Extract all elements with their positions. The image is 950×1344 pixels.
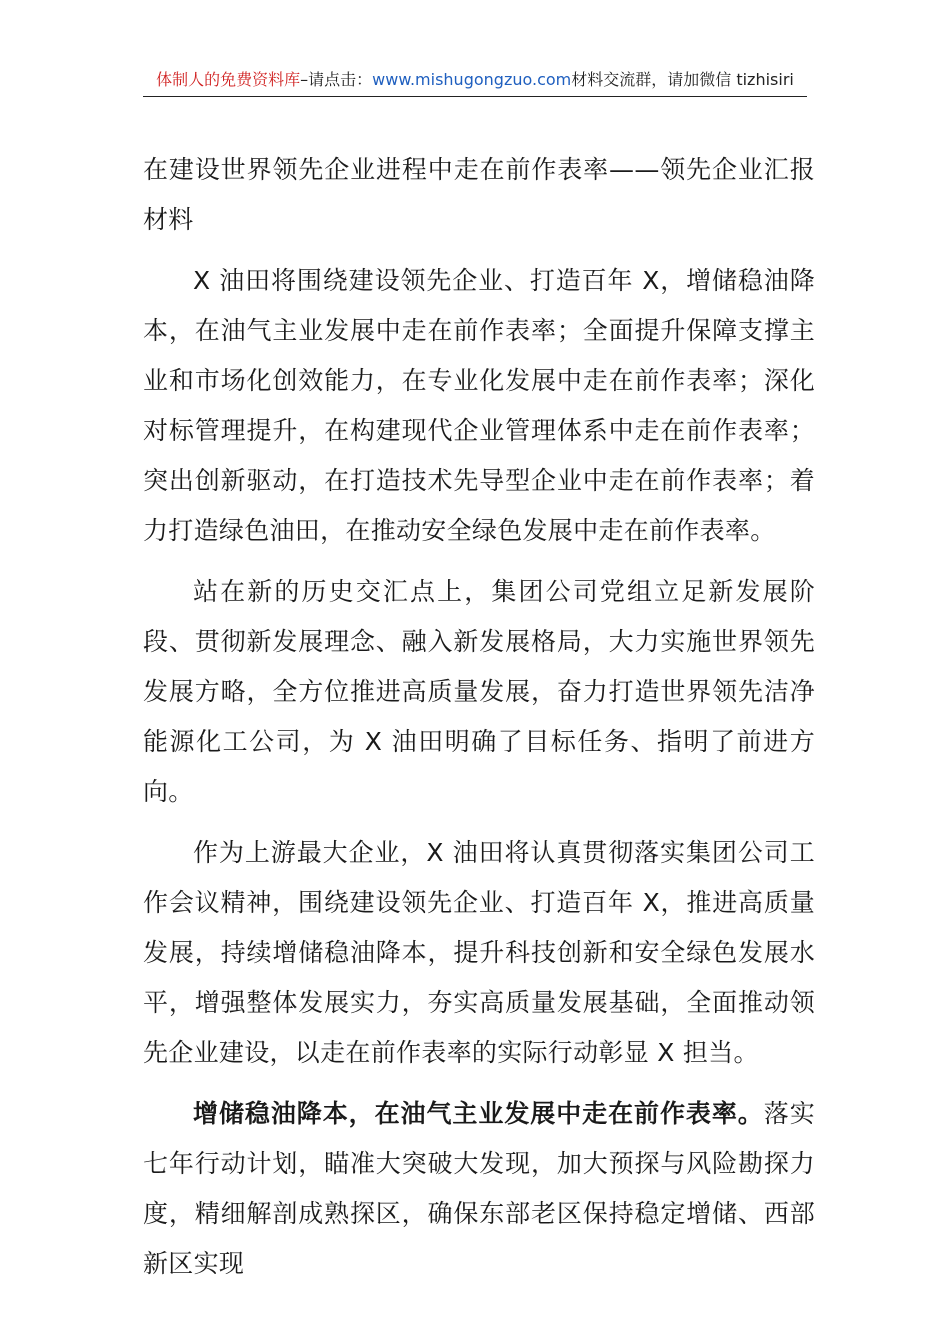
body-paragraph: X 油田将围绕建设领先企业、打造百年 X，增储稳油降本，在油气主业发展中走在前作表率；全面提升保障支撑主业和市场化创效能力，在专业化发展中走在前作表率；深化对标管理提升，在构建现代企业管理体系中走在前作表率；突出创新驱动，在打造技术先导型企业中走在前作表率；着力打造绿色油田，在推动安全绿色发展中走在前作表率。 <box>143 266 815 545</box>
paragraph-text: 落实七年行动计划，瞄准大突破大发现，加大预探与风险勘探力度，精细解剖成熟探区，确保东部老区保持稳定增储、西部新区实现 <box>143 1099 815 1278</box>
header-url-link[interactable]: www.mishugongzuo.com <box>372 70 572 89</box>
body-paragraph-with-heading <box>143 1089 815 1289</box>
paragraph-lead-heading: 增储稳油降本，在油气主业发展中走在前作表率。 <box>193 1099 764 1128</box>
header-contact-text: 材料交流群，请加微信 tizhisiri <box>571 70 794 89</box>
body-paragraph: 站在新的历史交汇点上，集团公司党组立足新发展阶段、贯彻新发展理念、融入新发展格局，大力实施世界领先发展方略，全方位推进高质量发展，奋力打造世界领先洁净能源化工公司，为 X 油田明确了目标任务、指明了前进方向。 <box>143 577 815 806</box>
body-paragraph: 作为上游最大企业，X 油田将认真贯彻落实集团公司工作会议精神，围绕建设领先企业、打造百年 X，推进高质量发展，持续增储稳油降本，提升科技创新和安全绿色发展水平，增强整体发展实力，夯实高质量发展基础，全面推动领先企业建设，以走在前作表率的实际行动彰显 X 担当。 <box>143 838 815 1067</box>
document-body <box>143 145 815 1300</box>
page-header <box>143 66 807 97</box>
header-separator: –请点击： <box>300 70 373 89</box>
header-brand: 体制人的免费资料库 <box>156 70 301 89</box>
document-title: 在建设世界领先企业进程中走在前作表率——领先企业汇报材料 <box>143 155 815 234</box>
